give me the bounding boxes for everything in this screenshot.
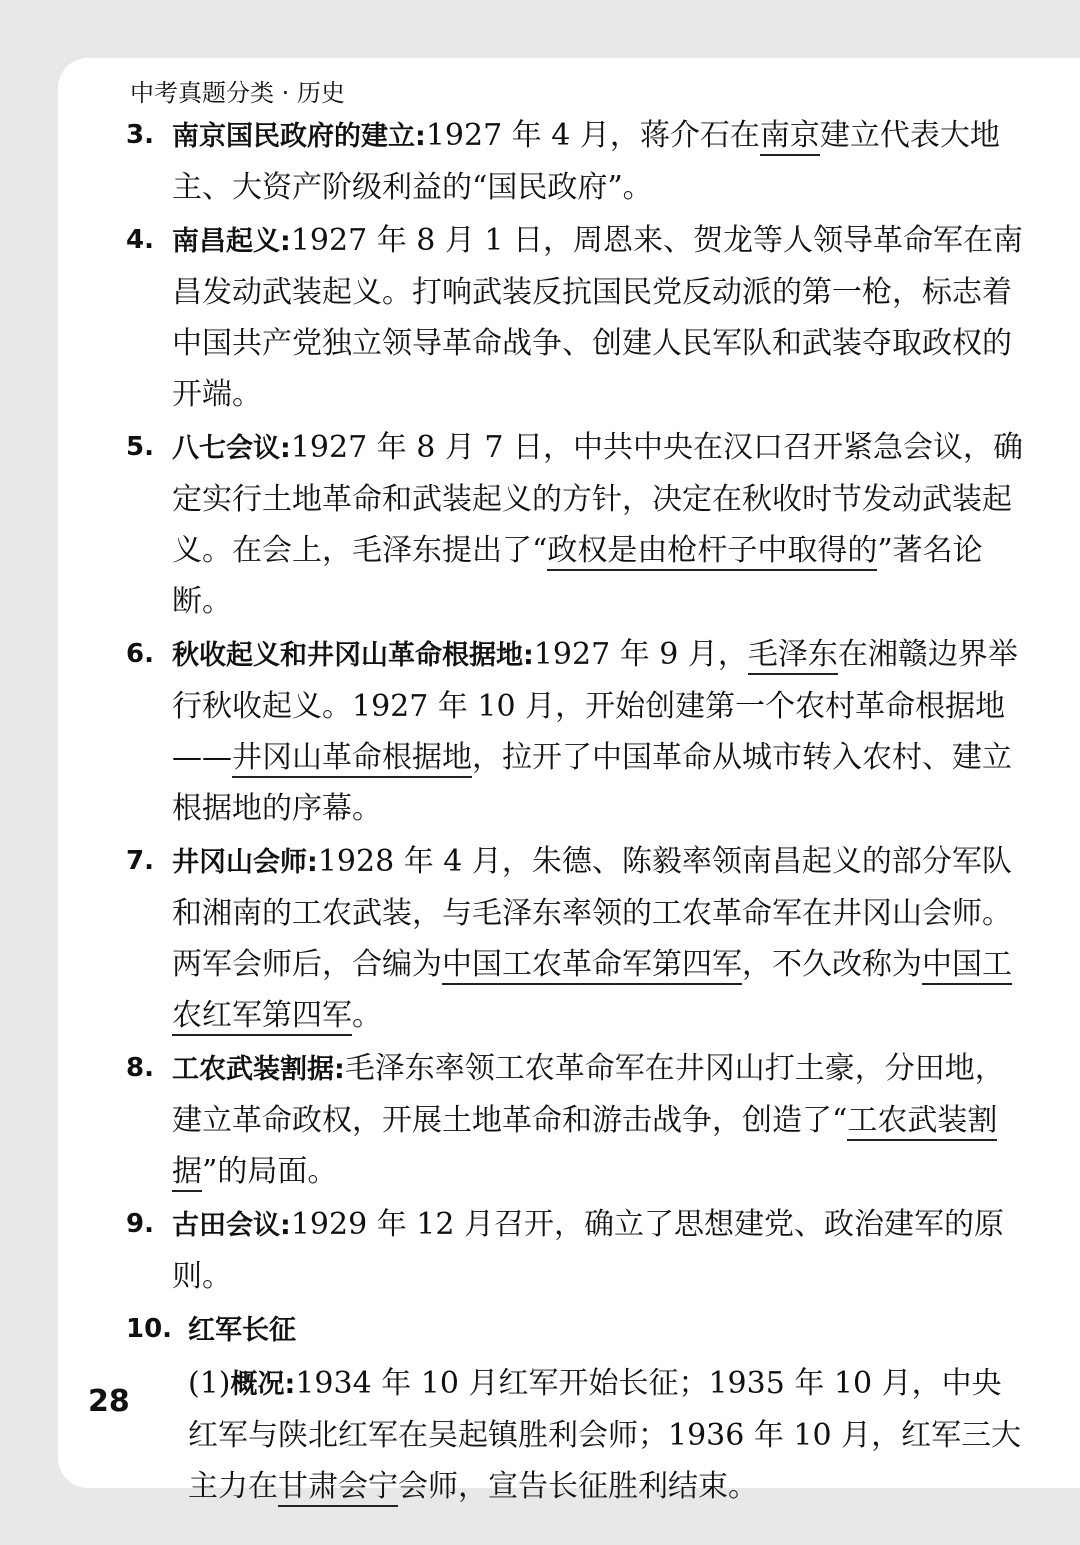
item-text: ”的局面。: [202, 1154, 338, 1189]
item-separator: :: [523, 640, 534, 671]
subsection-text: 会师，宣告长征胜利结束。: [398, 1469, 758, 1504]
item-10-subsection-1: [126, 1358, 1026, 1512]
item-3: [126, 110, 1026, 213]
item-title: 八七会议: [172, 433, 280, 464]
underlined-answer: 中国工农红军第四军: [172, 947, 1012, 1036]
item-number: 9.: [126, 1209, 154, 1239]
underlined-answer: 中国工农革命军第四军: [442, 947, 742, 985]
item-4: [126, 215, 1026, 420]
item-text: 。: [352, 998, 382, 1033]
underlined-answer: 工农武装割据: [172, 1103, 997, 1192]
underlined-answer: 政权是由枪杆子中取得的: [547, 533, 877, 571]
item-title: 南京国民政府的建立: [172, 121, 415, 152]
item-number: 8.: [126, 1053, 154, 1083]
item-number: 4.: [126, 225, 154, 255]
item-number: 6.: [126, 639, 154, 669]
item-number: 5.: [126, 432, 154, 462]
item-text: 1929 年 12 月召开，确立了思想建党、政治建军的原则。: [172, 1207, 1004, 1294]
item-title: 秋收起义和井冈山革命根据地: [172, 640, 523, 671]
underlined-answer: 南京: [760, 118, 820, 156]
item-separator: :: [334, 1054, 345, 1085]
item-text: 建立代表大地主、大资产阶级利益的“国民政府”。: [172, 118, 1000, 205]
item-text: 毛泽东率领工农革命军在井冈山打土豪，分田地，建立革命政权，开展土地革命和游击战争，创造了“: [172, 1051, 1005, 1138]
underlined-answer: 毛泽东: [748, 637, 838, 675]
item-text: 在湘赣边界举行秋收起义。1927 年 10 月，开始创建第一个农村革命根据地——: [172, 637, 1018, 775]
underlined-answer: 井冈山革命根据地: [232, 740, 472, 778]
item-text: 1927 年 9 月，: [533, 637, 748, 672]
item-text: ，不久改称为: [742, 947, 922, 982]
item-6: [126, 629, 1026, 834]
item-title: 工农武装割据: [172, 1054, 334, 1085]
item-text: 1927 年 8 月 1 日，周恩来、贺龙等人领导革命军在南昌发动武装起义。打响武装反抗国民党反动派的第一枪，标志着中国共产党独立领导革命战争、创建人民军队和武装夺取政权的开端。: [172, 223, 1024, 412]
item-8: [126, 1043, 1026, 1197]
item-title: 红军长征: [188, 1315, 296, 1346]
underlined-answer: 甘肃会宁: [278, 1469, 398, 1507]
item-number: 3.: [126, 120, 154, 150]
item-5: [126, 422, 1026, 627]
subsection-title: 概况: [230, 1369, 285, 1400]
subsection-separator: :: [284, 1369, 296, 1400]
item-9: [126, 1199, 1026, 1302]
running-header: 中考真题分类 · 历史: [130, 79, 345, 107]
item-title: 井冈山会师: [172, 847, 307, 878]
item-number: 7.: [126, 846, 154, 876]
item-text: ，拉开了中国革命从城市转入农村、建立根据地的序幕。: [172, 740, 1012, 826]
item-10: [126, 1304, 1026, 1356]
item-title: 南昌起义: [172, 226, 280, 257]
item-separator: :: [280, 226, 291, 257]
item-separator: :: [415, 121, 426, 152]
item-7: [126, 836, 1026, 1041]
item-text: ”著名论断。: [172, 533, 983, 619]
subsection-text: 1934 年 10 月红军开始长征；1935 年 10 月，中央红军与陕北红军在吴起镇胜利会师；1936 年 10 月，红军三大主力在: [188, 1366, 1022, 1504]
item-title: 古田会议: [172, 1210, 280, 1241]
page-sheet: [58, 58, 1080, 1504]
page-number: 28: [88, 1384, 130, 1419]
item-separator: :: [307, 847, 318, 878]
item-text: 1927 年 4 月，蒋介石在: [425, 118, 760, 153]
subsection-label: (1): [188, 1366, 231, 1401]
item-number: 10.: [126, 1314, 173, 1344]
item-text: 1927 年 8 月 7 日，中共中央在汉口召开紧急会议，确定实行土地革命和武装起义的方针，决定在秋收时节发动武装起义。在会上，毛泽东提出了“: [172, 430, 1024, 568]
content-body: [126, 110, 1026, 1512]
item-separator: :: [280, 1210, 291, 1241]
item-text: 1928 年 4 月，朱德、陈毅率领南昌起义的部分军队和湘南的工农武装，与毛泽东率领的工农革命军在井冈山会师。两军会师后，合编为: [172, 844, 1012, 982]
item-separator: :: [280, 433, 291, 464]
